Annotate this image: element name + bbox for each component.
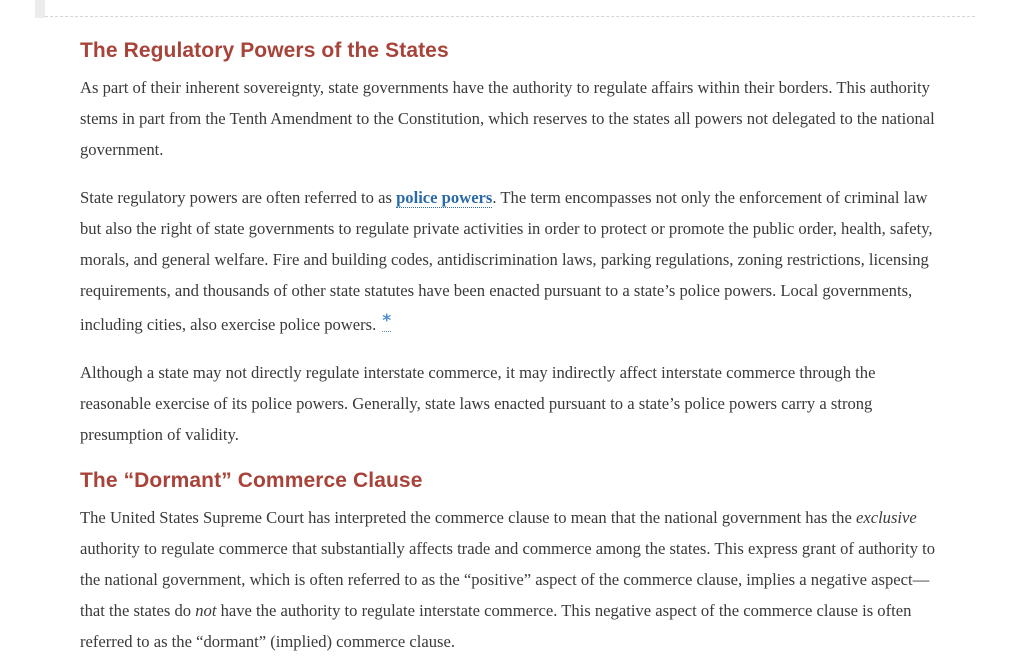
section-heading-regulatory-powers: The Regulatory Powers of the States: [80, 39, 449, 62]
paragraph-text: State regulatory powers are often referred to as: [80, 188, 397, 207]
section-heading-dormant-commerce-clause: The “Dormant” Commerce Clause: [80, 469, 423, 492]
paragraph-interstate-commerce: Although a state may not directly regulate interstate commerce, it may indirectly affect interstate commerce through the reasonable exercise of its police powers. Generally, state laws enacted pursuant to a state’s police powers carry a strong presumption of validity.: [80, 363, 876, 444]
article-content: [80, 38, 940, 657]
emphasis-exclusive: exclusive: [855, 508, 917, 527]
paragraph-text: . The term encompasses not only the enforcement of criminal law but also the right of state governments to regulate private activities in order to protect or promote the public order, health, safety, morals, and general welfare. Fire and building codes, antidiscrimination laws, parking regulations, zoning restrictions, licensing requirements, and thousands of other state statutes have been enacted pursuant to a state’s police powers. Local governments, including cities, also exercise police powers.: [80, 188, 933, 334]
left-margin-bar: [35, 0, 45, 18]
paragraph-police-powers: [80, 182, 940, 340]
paragraph-text: The United States Supreme Court has interpreted the commerce clause to mean that the national government has the: [80, 508, 856, 527]
top-divider: [45, 16, 975, 17]
emphasis-not: not: [195, 601, 217, 620]
police-powers-link[interactable]: police powers: [396, 188, 493, 207]
paragraph-sovereignty: As part of their inherent sovereignty, state governments have the authority to regulate affairs within their borders. This authority stems in part from the Tenth Amendment to the Constitution, which reserves to the states all powers not delegated to the national government.: [80, 78, 935, 159]
footnote-asterisk-link[interactable]: *: [382, 311, 392, 331]
paragraph-text: have the authority to regulate interstate commerce. This negative aspect of the commerce clause is often referred to as the “dormant” (implied) commerce clause.: [80, 601, 912, 651]
paragraph-dormant-clause: [80, 502, 940, 657]
paragraph-text: authority to regulate commerce that substantially affects trade and commerce among the states. This express grant of authority to the national government, which is often referred to as the “positive” aspect of the commerce clause, implies a negative aspect—that the states do: [80, 539, 936, 620]
